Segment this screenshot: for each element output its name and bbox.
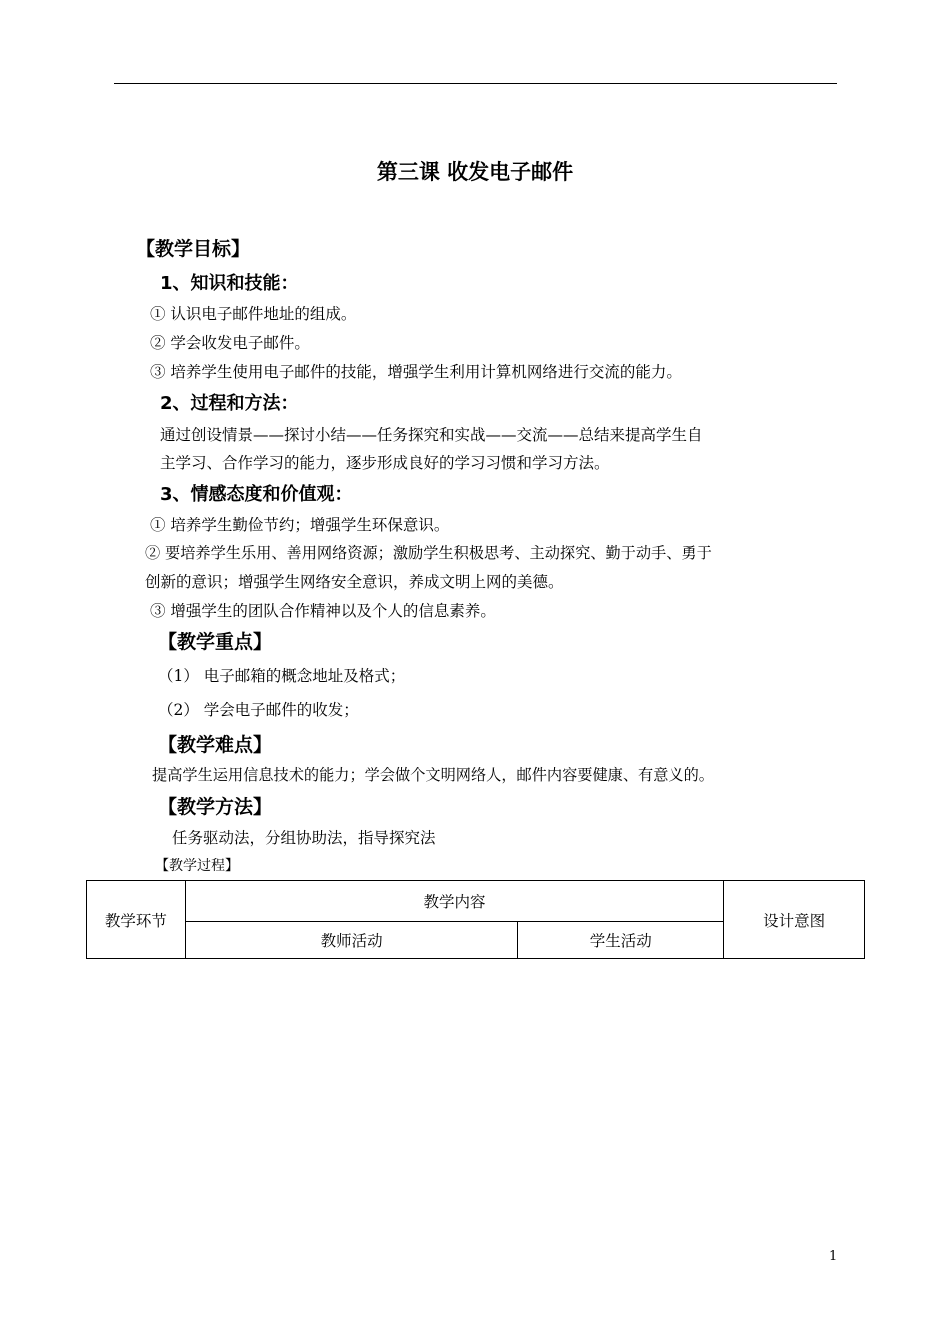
knowledge-item: ① 认识电子邮件地址的组成。 xyxy=(150,305,357,323)
table-header-teacher: 教师活动 xyxy=(185,922,518,959)
attitude-item: ③ 增强学生的团队合作精神以及个人的信息素养。 xyxy=(150,602,496,620)
process-table-label: 【教学过程】 xyxy=(155,858,239,874)
difficulties-text: 提高学生运用信息技术的能力；学会做个文明网络人，邮件内容要健康、有意义的。 xyxy=(152,766,714,784)
key-points-heading: 【教学重点】 xyxy=(158,631,273,653)
table-header-student: 学生活动 xyxy=(518,922,724,959)
key-point-item: （1） 电子邮箱的概念地址及格式； xyxy=(158,667,406,685)
key-point-item: （2） 学会电子邮件的收发； xyxy=(158,701,359,719)
process-heading: 2、过程和方法： xyxy=(160,393,299,414)
header-rule xyxy=(114,83,837,84)
table-header-content: 教学内容 xyxy=(185,881,723,922)
objectives-heading: 【教学目标】 xyxy=(136,238,251,260)
attitude-item: ① 培养学生勤俭节约；增强学生环保意识。 xyxy=(150,516,450,534)
methods-text: 任务驱动法，分组协助法，指导探究法 xyxy=(172,829,436,847)
process-table xyxy=(86,880,865,959)
methods-heading: 【教学方法】 xyxy=(158,796,273,818)
page-number: 1 xyxy=(829,1249,838,1264)
knowledge-heading: 1、知识和技能： xyxy=(160,273,299,294)
page-title: 第三课 收发电子邮件 xyxy=(376,160,574,184)
attitude-item: ② 要培养学生乐用、善用网络资源；激励学生积极思考、主动探究、勤于动手、勇于 xyxy=(145,544,712,562)
process-line: 通过创设情景——探讨小结——任务探究和实战——交流——总结来提高学生自 xyxy=(160,426,703,444)
knowledge-item: ③ 培养学生使用电子邮件的技能，增强学生利用计算机网络进行交流的能力。 xyxy=(150,363,682,381)
attitude-heading: 3、情感态度和价值观： xyxy=(160,484,353,505)
knowledge-item: ② 学会收发电子邮件。 xyxy=(150,334,310,352)
table-header-stage: 教学环节 xyxy=(87,881,186,959)
process-line: 主学习、合作学习的能力，逐步形成良好的学习习惯和学习方法。 xyxy=(160,454,610,472)
difficulties-heading: 【教学难点】 xyxy=(158,734,273,756)
table-header-intent: 设计意图 xyxy=(724,881,865,959)
attitude-item-continuation: 创新的意识；增强学生网络安全意识，养成文明上网的美德。 xyxy=(145,573,564,591)
